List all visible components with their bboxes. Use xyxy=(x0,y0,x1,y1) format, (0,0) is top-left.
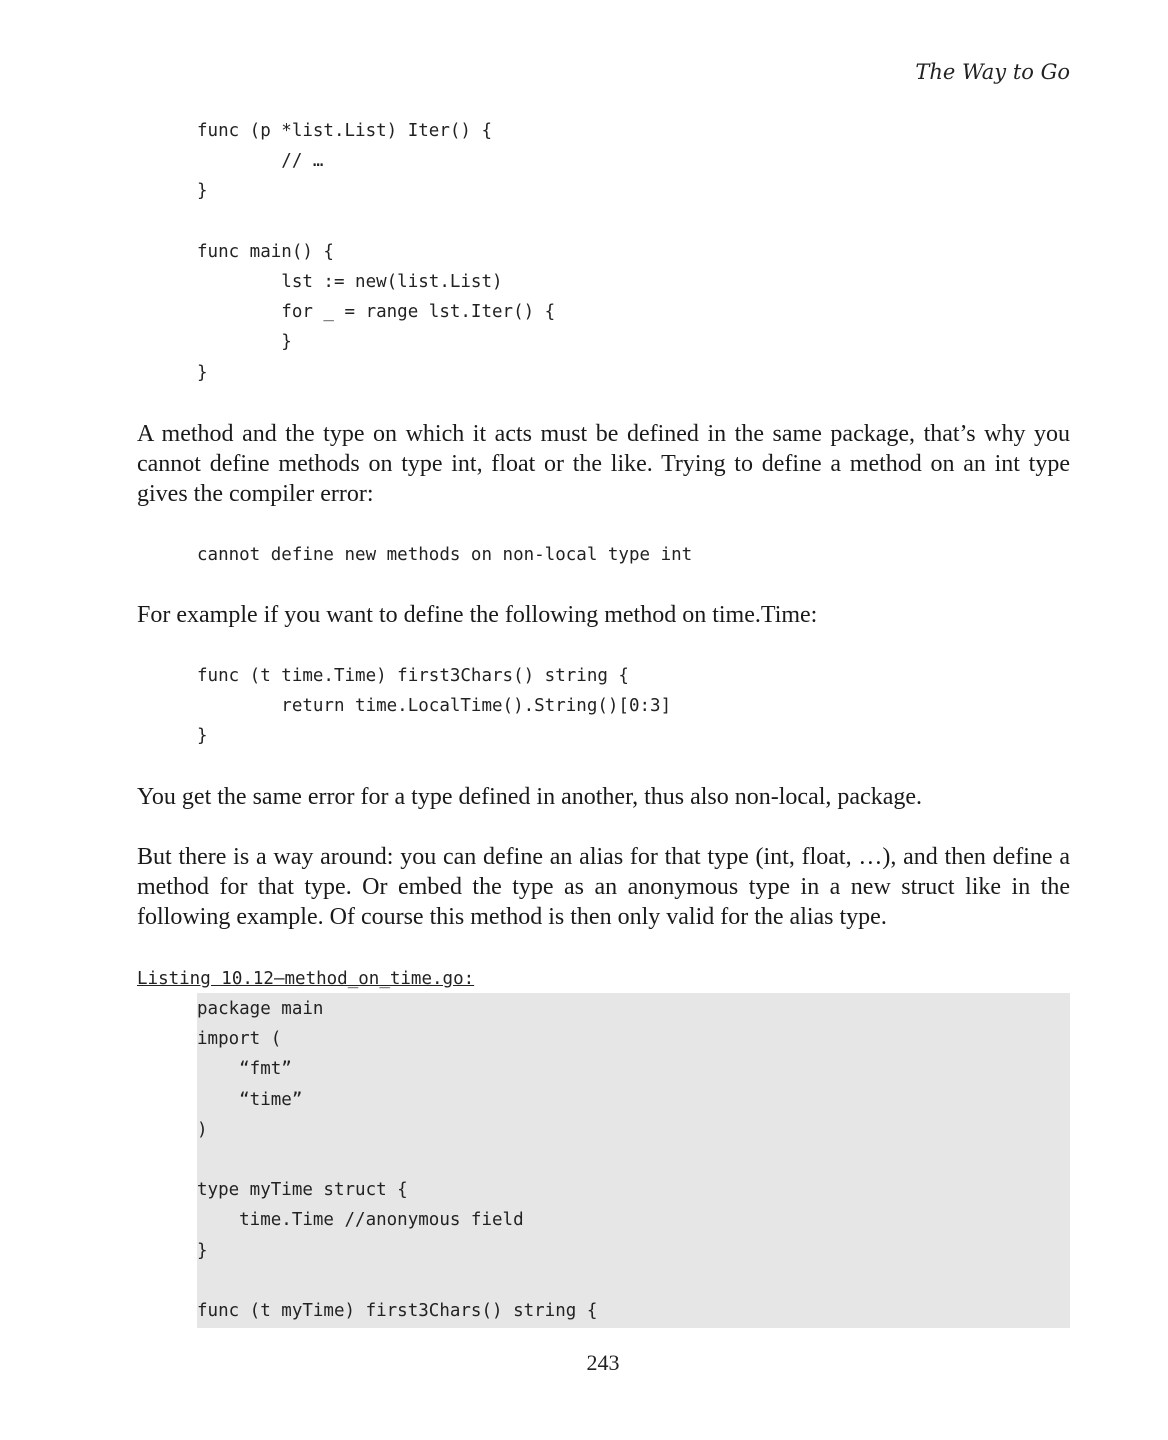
running-header: The Way to Go xyxy=(915,60,1070,84)
code-block-time-method: func (t time.Time) first3Chars() string { return time.LocalTime().String()[0:3] } xyxy=(197,666,672,747)
paragraph-same-error: You get the same error for a type defined in another, thus also non-local, package. xyxy=(137,784,923,810)
code-block-iter: func (p *list.List) Iter() { // … } func main() { lst := new(list.List) for _ = range lst.Iter() { } } xyxy=(197,121,556,383)
paragraph-time-intro: For example if you want to define the following method on time.Time: xyxy=(137,602,818,628)
paragraph-method-same-package: A method and the type on which it acts must be defined in the same package, that’s why you cannot define methods on type int, float or the like. Trying to define a method on an int type gives the compiler error: xyxy=(137,421,1070,508)
code-block-compiler-error: cannot define new methods on non-local type int xyxy=(197,545,693,565)
listing-caption: Listing 10.12—method_on_time.go: xyxy=(137,969,475,989)
listing-code: package main import ( “fmt” “time” ) type myTime struct { time.Time //anonymous field } func (t myTime) first3Chars() string { xyxy=(197,999,598,1322)
page-number: 243 xyxy=(586,1350,620,1375)
paragraph-way-around: But there is a way around: you can define an alias for that type (int, float, …), and then define a method for that type. Or embed the type as an anonymous type in a new struct like in the following example. Of course this method is then only valid for the alias type. xyxy=(137,844,1070,931)
